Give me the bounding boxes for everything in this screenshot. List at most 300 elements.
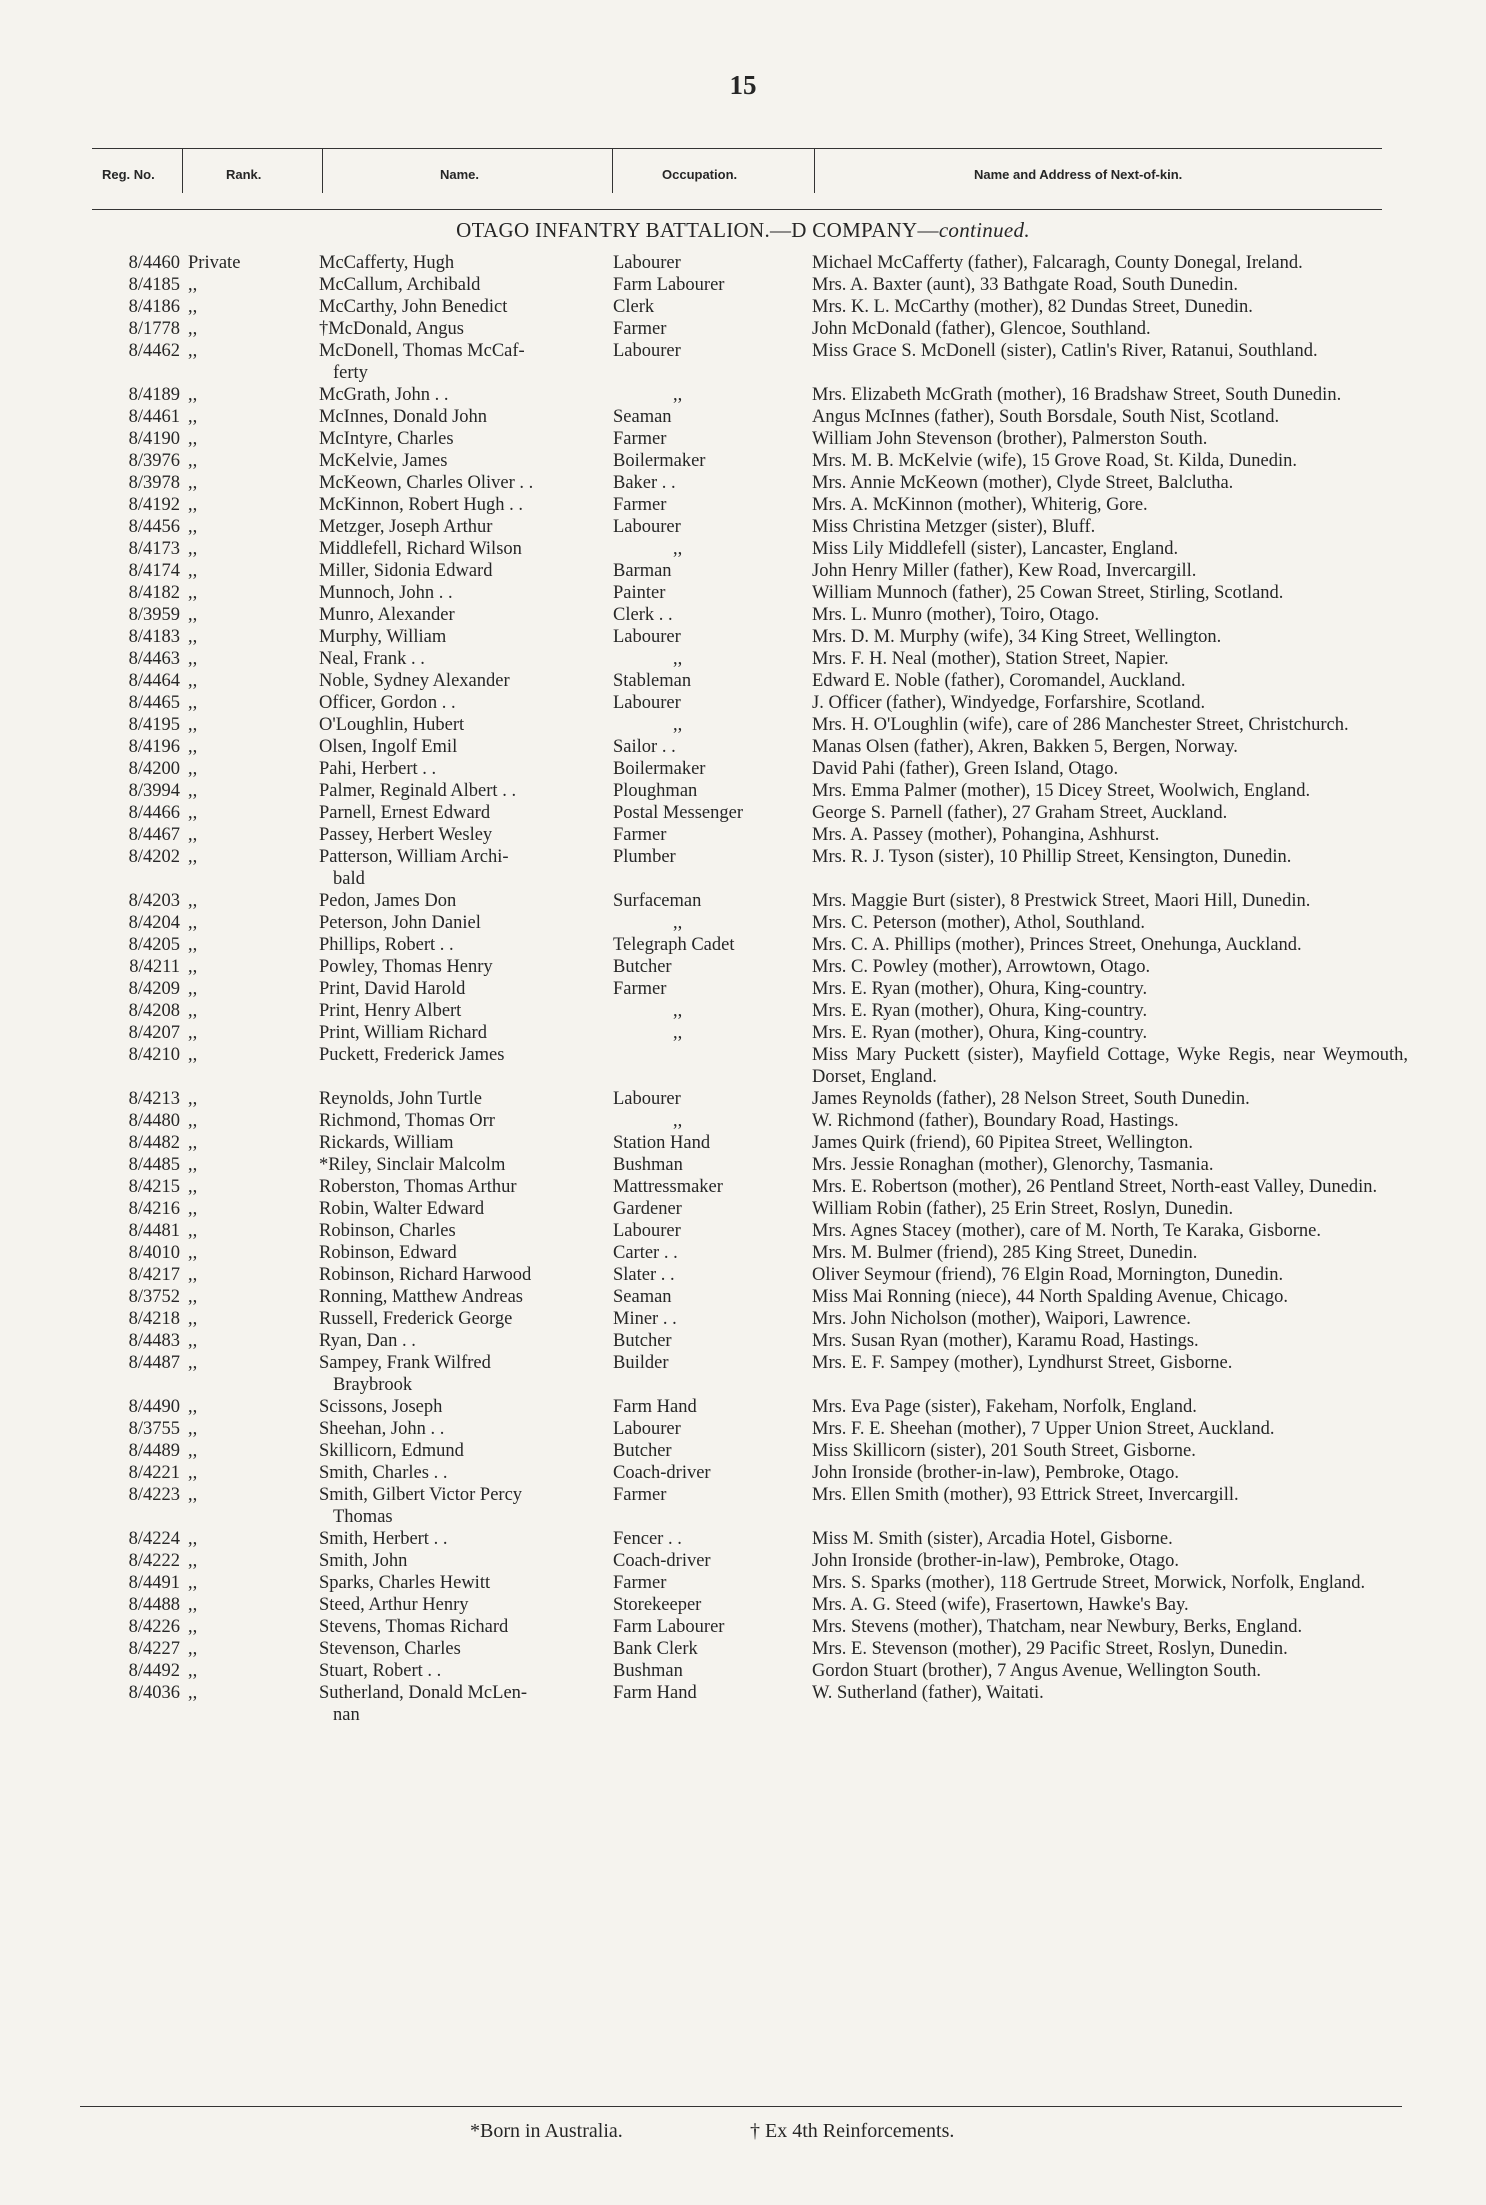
occupation-cell: Labourer [613, 341, 681, 361]
name-cell: Smith, John [319, 1551, 408, 1571]
rank-cell: ,, [188, 429, 198, 449]
table-row [0, 758, 1486, 780]
occupation-cell: Farmer [613, 979, 667, 999]
rank-cell: ,, [188, 803, 198, 823]
reg-no-cell: 8/1778 [128, 319, 180, 339]
occupation-cell: Labourer [613, 693, 681, 713]
table-row [0, 560, 1486, 582]
name-cell: McCafferty, Hugh [319, 253, 455, 273]
table-row [0, 934, 1486, 956]
rank-cell: ,, [188, 1133, 198, 1153]
reg-no-cell: 8/4195 [128, 715, 180, 735]
reg-no-cell: 8/4466 [128, 803, 180, 823]
table-row [0, 1220, 1486, 1242]
table-row [0, 736, 1486, 758]
name-cell: Noble, Sydney Alexander [319, 671, 510, 691]
next-of-kin-cell: John Ironside (brother-in-law), Pembroke, Otago. [812, 1551, 1179, 1571]
next-of-kin-cell: John McDonald (father), Glencoe, Southland. [812, 319, 1151, 339]
reg-no-cell: 8/4227 [128, 1639, 180, 1659]
reg-no-cell: 8/4036 [128, 1683, 180, 1703]
header-name: Name. [440, 167, 480, 182]
name-cell: Phillips, Robert . . [319, 935, 454, 955]
name-cell: †McDonald, Angus [319, 319, 464, 339]
table-row [0, 1264, 1486, 1286]
reg-no-cell: 8/4461 [128, 407, 180, 427]
table-header [92, 148, 1382, 210]
name-cell: Munnoch, John . . [319, 583, 453, 603]
reg-no-cell: 8/4186 [128, 297, 180, 317]
rank-cell: ,, [188, 1661, 198, 1681]
reg-no-cell: 8/4010 [128, 1243, 180, 1263]
rank-cell: ,, [188, 451, 198, 471]
table-row [0, 516, 1486, 538]
rank-cell: ,, [188, 1617, 198, 1637]
name-cell: Print, David Harold [319, 979, 466, 999]
reg-no-cell: 8/4481 [128, 1221, 180, 1241]
next-of-kin-cell: Mrs. M. B. McKelvie (wife), 15 Grove Road, St. Kilda, Dunedin. [812, 451, 1298, 471]
rank-cell: ,, [188, 1397, 198, 1417]
occupation-cell: Stableman [613, 671, 692, 691]
occupation-cell: ,, [673, 539, 683, 559]
occupation-cell: ,, [673, 715, 683, 735]
reg-no-cell: 8/3959 [128, 605, 180, 625]
rank-cell: ,, [188, 297, 198, 317]
next-of-kin-cell: James Quirk (friend), 60 Pipitea Street, Wellington. [812, 1133, 1193, 1153]
table-row [0, 824, 1486, 846]
name-cell: Robinson, Richard Harwood [319, 1265, 532, 1285]
name-cell: Sheehan, John . . [319, 1419, 445, 1439]
next-of-kin-cell: Mrs. Jessie Ronaghan (mother), Glenorchy, Tasmania. [812, 1155, 1214, 1175]
name-cell: Russell, Frederick George [319, 1309, 513, 1329]
table-row [0, 648, 1486, 670]
table-row [0, 582, 1486, 604]
footnote-ex-4th: † Ex 4th Reinforcements. [750, 2120, 955, 2142]
next-of-kin-cell: Miss Grace S. McDonell (sister), Catlin's River, Ratanui, Southland. [812, 341, 1318, 361]
next-of-kin-cell: Mrs. A. Baxter (aunt), 33 Bathgate Road, South Dunedin. [812, 275, 1238, 295]
rank-cell: ,, [188, 1287, 198, 1307]
table-row [0, 384, 1486, 406]
next-of-kin-cell: John Henry Miller (father), Kew Road, Invercargill. [812, 561, 1197, 581]
name-cell: McKelvie, James [319, 451, 448, 471]
rank-cell: Private [188, 253, 241, 273]
name-cell: McIntyre, Charles [319, 429, 454, 449]
next-of-kin-cell: Mrs. M. Bulmer (friend), 285 King Street, Dunedin. [812, 1243, 1198, 1263]
next-of-kin-cell: Mrs. E. F. Sampey (mother), Lyndhurst Street, Gisborne. [812, 1353, 1233, 1373]
table-row [0, 1176, 1486, 1198]
name-cell: O'Loughlin, Hubert [319, 715, 465, 735]
occupation-cell: Farm Labourer [613, 275, 725, 295]
rank-cell: ,, [188, 1683, 198, 1703]
occupation-cell: Farmer [613, 429, 667, 449]
name-cell-continuation: Thomas [333, 1507, 393, 1527]
name-cell: McGrath, John . . [319, 385, 449, 405]
occupation-cell: Clerk . . [613, 605, 673, 625]
reg-no-cell: 8/4203 [128, 891, 180, 911]
rank-cell: ,, [188, 825, 198, 845]
occupation-cell: Postal Messenger [613, 803, 743, 823]
name-cell: Reynolds, John Turtle [319, 1089, 482, 1109]
reg-no-cell: 8/4204 [128, 913, 180, 933]
rank-cell: ,, [188, 715, 198, 735]
table-row [0, 472, 1486, 494]
next-of-kin-cell: Miss Mai Ronning (niece), 44 North Spalding Avenue, Chicago. [812, 1287, 1288, 1307]
name-cell-continuation: ferty [333, 363, 368, 383]
occupation-cell: Bushman [613, 1661, 683, 1681]
occupation-cell: Barman [613, 561, 672, 581]
occupation-cell: Baker . . [613, 473, 676, 493]
next-of-kin-cell: J. Officer (father), Windyedge, Forfarshire, Scotland. [812, 693, 1206, 713]
reg-no-cell: 8/4482 [128, 1133, 180, 1153]
reg-no-cell: 8/4182 [128, 583, 180, 603]
next-of-kin-cell: Miss Christina Metzger (sister), Bluff. [812, 517, 1096, 537]
occupation-cell: Sailor . . [613, 737, 676, 757]
occupation-cell: Surfaceman [613, 891, 702, 911]
reg-no-cell: 8/4490 [128, 1397, 180, 1417]
next-of-kin-cell: Mrs. C. A. Phillips (mother), Princes Street, Onehunga, Auckland. [812, 935, 1302, 955]
table-row [0, 1396, 1486, 1418]
occupation-cell: Labourer [613, 1419, 681, 1439]
rank-cell: ,, [188, 1419, 198, 1439]
table-row [0, 956, 1486, 978]
next-of-kin-cell: Mrs. Agnes Stacey (mother), care of M. North, Te Karaka, Gisborne. [812, 1221, 1322, 1241]
rank-cell: ,, [188, 935, 198, 955]
occupation-cell: Butcher [613, 957, 672, 977]
occupation-cell: Mattressmaker [613, 1177, 723, 1197]
name-cell: McCarthy, John Benedict [319, 297, 508, 317]
rank-cell: ,, [188, 1639, 198, 1659]
table-row [0, 1044, 1486, 1088]
next-of-kin-cell: Mrs. K. L. McCarthy (mother), 82 Dundas Street, Dunedin. [812, 297, 1253, 317]
name-cell: Passey, Herbert Wesley [319, 825, 493, 845]
table-row [0, 1000, 1486, 1022]
reg-no-cell: 8/4215 [128, 1177, 180, 1197]
next-of-kin-cell: Miss M. Smith (sister), Arcadia Hotel, Gisborne. [812, 1529, 1173, 1549]
reg-no-cell: 8/4224 [128, 1529, 180, 1549]
table-row [0, 274, 1486, 296]
table-row [0, 626, 1486, 648]
occupation-cell: Boilermaker [613, 759, 706, 779]
name-cell: Palmer, Reginald Albert . . [319, 781, 517, 801]
next-of-kin-cell: Mrs. Annie McKeown (mother), Clyde Street, Balclutha. [812, 473, 1234, 493]
name-cell: Smith, Gilbert Victor Percy [319, 1485, 523, 1505]
occupation-cell: Telegraph Cadet [613, 935, 735, 955]
name-cell: Skillicorn, Edmund [319, 1441, 464, 1461]
name-cell: Powley, Thomas Henry [319, 957, 493, 977]
occupation-cell: Farm Hand [613, 1683, 697, 1703]
rank-cell: ,, [188, 1573, 198, 1593]
occupation-cell: ,, [673, 649, 683, 669]
reg-no-cell: 8/4216 [128, 1199, 180, 1219]
next-of-kin-cell: Mrs. A. G. Steed (wife), Frasertown, Hawke's Bay. [812, 1595, 1189, 1615]
occupation-cell: Farmer [613, 825, 667, 845]
reg-no-cell: 8/4208 [128, 1001, 180, 1021]
occupation-cell: ,, [673, 1001, 683, 1021]
next-of-kin-cell: Mrs. Emma Palmer (mother), 15 Dicey Street, Woolwich, England. [812, 781, 1311, 801]
section-title-continued: continued. [938, 218, 1030, 242]
occupation-cell: ,, [673, 385, 683, 405]
next-of-kin-cell: Mrs. C. Peterson (mother), Athol, Southland. [812, 913, 1145, 933]
name-cell: Sampey, Frank Wilfred [319, 1353, 491, 1373]
footnote-born-australia: *Born in Australia. [470, 2120, 623, 2142]
name-cell: Ryan, Dan . . [319, 1331, 416, 1351]
rank-cell: ,, [188, 781, 198, 801]
table-row [0, 1484, 1486, 1528]
occupation-cell: Storekeeper [613, 1595, 702, 1615]
rank-cell: ,, [188, 1441, 198, 1461]
occupation-cell: Labourer [613, 253, 681, 273]
table-row [0, 252, 1486, 274]
reg-no-cell: 8/3994 [128, 781, 180, 801]
table-row [0, 1528, 1486, 1550]
next-of-kin-cell: Miss Mary Puckett (sister), Mayfield Cottage, Wyke Regis, near Weymouth, Dorset, England. [812, 1045, 1408, 1087]
occupation-cell: Farm Hand [613, 1397, 697, 1417]
rank-cell: ,, [188, 495, 198, 515]
header-occupation: Occupation. [662, 167, 738, 182]
reg-no-cell: 8/4222 [128, 1551, 180, 1571]
table-row [0, 1418, 1486, 1440]
table-row [0, 1088, 1486, 1110]
next-of-kin-cell: William Robin (father), 25 Erin Street, Roslyn, Dunedin. [812, 1199, 1234, 1219]
table-row [0, 1132, 1486, 1154]
rank-cell: ,, [188, 891, 198, 911]
next-of-kin-cell: Mrs. E. Ryan (mother), Ohura, King-country. [812, 1001, 1148, 1021]
next-of-kin-cell: Mrs. H. O'Loughlin (wife), care of 286 Manchester Street, Christchurch. [812, 715, 1349, 735]
table-row [0, 1660, 1486, 1682]
occupation-cell: Coach-driver [613, 1551, 711, 1571]
table-row [0, 1110, 1486, 1132]
reg-no-cell: 8/4467 [128, 825, 180, 845]
next-of-kin-cell: Edward E. Noble (father), Coromandel, Auckland. [812, 671, 1186, 691]
next-of-kin-cell: Mrs. E. Robertson (mother), 26 Pentland Street, North-east Valley, Dunedin. [812, 1177, 1378, 1197]
occupation-cell: Farm Labourer [613, 1617, 725, 1637]
rank-cell: ,, [188, 847, 198, 867]
reg-no-cell: 8/4190 [128, 429, 180, 449]
occupation-cell: Farmer [613, 1573, 667, 1593]
page-number: 15 [729, 70, 757, 100]
reg-no-cell: 8/4202 [128, 847, 180, 867]
table-row [0, 714, 1486, 736]
next-of-kin-cell: Mrs. S. Sparks (mother), 118 Gertrude Street, Morwick, Norfolk, England. [812, 1573, 1366, 1593]
table-row [0, 670, 1486, 692]
name-cell: Scissons, Joseph [319, 1397, 443, 1417]
next-of-kin-cell: George S. Parnell (father), 27 Graham Street, Auckland. [812, 803, 1228, 823]
table-row [0, 340, 1486, 384]
name-cell: Middlefell, Richard Wilson [319, 539, 522, 559]
rank-cell: ,, [188, 1001, 198, 1021]
table-row [0, 1616, 1486, 1638]
table-row [0, 1352, 1486, 1396]
table-row [0, 1572, 1486, 1594]
occupation-cell: Builder [613, 1353, 669, 1373]
table-row [0, 428, 1486, 450]
occupation-cell: Labourer [613, 1089, 681, 1109]
occupation-cell: Labourer [613, 627, 681, 647]
reg-no-cell: 8/4226 [128, 1617, 180, 1637]
rank-cell: ,, [188, 627, 198, 647]
name-cell: Miller, Sidonia Edward [319, 561, 493, 581]
rank-cell: ,, [188, 693, 198, 713]
occupation-cell: Boilermaker [613, 451, 706, 471]
occupation-cell: Labourer [613, 1221, 681, 1241]
rank-cell: ,, [188, 671, 198, 691]
rank-cell: ,, [188, 561, 198, 581]
table-row [0, 780, 1486, 802]
name-cell: Richmond, Thomas Orr [319, 1111, 495, 1131]
name-cell: Parnell, Ernest Edward [319, 803, 491, 823]
table-row [0, 890, 1486, 912]
reg-no-cell: 8/4189 [128, 385, 180, 405]
name-cell: Robinson, Charles [319, 1221, 456, 1241]
reg-no-cell: 8/4211 [129, 957, 180, 977]
rank-cell: ,, [188, 517, 198, 537]
rank-cell: ,, [188, 1529, 198, 1549]
rank-cell: ,, [188, 979, 198, 999]
next-of-kin-cell: Mrs. A. Passey (mother), Pohangina, Ashhurst. [812, 825, 1160, 845]
occupation-cell: Gardener [613, 1199, 682, 1219]
occupation-cell: ,, [673, 1023, 683, 1043]
rank-cell: ,, [188, 1353, 198, 1373]
occupation-cell: Plumber [613, 847, 676, 867]
next-of-kin-cell: Oliver Seymour (friend), 76 Elgin Road, Mornington, Dunedin. [812, 1265, 1284, 1285]
table-row [0, 406, 1486, 428]
rank-cell: ,, [188, 473, 198, 493]
rank-cell: ,, [188, 539, 198, 559]
table-row [0, 846, 1486, 890]
name-cell: McKeown, Charles Oliver . . [319, 473, 534, 493]
next-of-kin-cell: Miss Skillicorn (sister), 201 South Street, Gisborne. [812, 1441, 1196, 1461]
table-row [0, 802, 1486, 824]
rank-cell: ,, [188, 957, 198, 977]
reg-no-cell: 8/4174 [128, 561, 180, 581]
table-row [0, 1308, 1486, 1330]
name-cell: Neal, Frank . . [319, 649, 425, 669]
occupation-cell: Bank Clerk [613, 1639, 698, 1659]
occupation-cell: Fencer . . [613, 1529, 682, 1549]
next-of-kin-cell: Mrs. John Nicholson (mother), Waipori, Lawrence. [812, 1309, 1191, 1329]
next-of-kin-cell: Mrs. R. J. Tyson (sister), 10 Phillip Street, Kensington, Dunedin. [812, 847, 1292, 867]
rank-cell: ,, [188, 583, 198, 603]
next-of-kin-cell: Miss Lily Middlefell (sister), Lancaster, England. [812, 539, 1179, 559]
name-cell: Print, William Richard [319, 1023, 487, 1043]
occupation-cell: Farmer [613, 495, 667, 515]
name-cell: McCallum, Archibald [319, 275, 481, 295]
rank-cell: ,, [188, 1463, 198, 1483]
name-cell: Sutherland, Donald McLen- [319, 1683, 528, 1703]
table-row [0, 1462, 1486, 1484]
table-row [0, 318, 1486, 340]
occupation-cell: Labourer [613, 517, 681, 537]
rank-cell: ,, [188, 1309, 198, 1329]
next-of-kin-cell: W. Sutherland (father), Waitati. [812, 1683, 1044, 1703]
next-of-kin-cell: Mrs. F. E. Sheehan (mother), 7 Upper Union Street, Auckland. [812, 1419, 1275, 1439]
table-row [0, 494, 1486, 516]
reg-no-cell: 8/4210 [128, 1045, 180, 1065]
rank-cell: ,, [188, 1243, 198, 1263]
reg-no-cell: 8/4487 [128, 1353, 180, 1373]
reg-no-cell: 8/4489 [128, 1441, 180, 1461]
reg-no-cell: 8/4488 [128, 1595, 180, 1615]
occupation-cell: Seaman [613, 407, 672, 427]
rank-cell: ,, [188, 1331, 198, 1351]
table-row [0, 604, 1486, 626]
table-row [0, 1682, 1486, 1726]
reg-no-cell: 8/3752 [128, 1287, 180, 1307]
next-of-kin-cell: Mrs. E. Stevenson (mother), 29 Pacific Street, Roslyn, Dunedin. [812, 1639, 1288, 1659]
next-of-kin-cell: William Munnoch (father), 25 Cowan Street, Stirling, Scotland. [812, 583, 1284, 603]
rank-cell: ,, [188, 341, 198, 361]
name-cell: Rickards, William [319, 1133, 454, 1153]
rank-cell: ,, [188, 605, 198, 625]
reg-no-cell: 8/4462 [128, 341, 180, 361]
reg-no-cell: 8/4492 [128, 1661, 180, 1681]
next-of-kin-cell: Mrs. Ellen Smith (mother), 93 Ettrick Street, Invercargill. [812, 1485, 1239, 1505]
header-next-of-kin: Name and Address of Next-of-kin. [974, 167, 1183, 182]
reg-no-cell: 8/4463 [128, 649, 180, 669]
next-of-kin-cell: John Ironside (brother-in-law), Pembroke, Otago. [812, 1463, 1179, 1483]
name-cell: McInnes, Donald John [319, 407, 488, 427]
table-row [0, 1330, 1486, 1352]
occupation-cell: Miner . . [613, 1309, 677, 1329]
name-cell: Steed, Arthur Henry [319, 1595, 469, 1615]
name-cell: Smith, Charles . . [319, 1463, 448, 1483]
name-cell: Ronning, Matthew Andreas [319, 1287, 523, 1307]
table-row [0, 1286, 1486, 1308]
name-cell: Stevenson, Charles [319, 1639, 461, 1659]
rank-cell: ,, [188, 275, 198, 295]
reg-no-cell: 8/4173 [128, 539, 180, 559]
table-row [0, 538, 1486, 560]
table-row [0, 692, 1486, 714]
name-cell: Pahi, Herbert . . [319, 759, 437, 779]
reg-no-cell: 8/4218 [128, 1309, 180, 1329]
name-cell: McKinnon, Robert Hugh . . [319, 495, 523, 515]
rank-cell: ,, [188, 1045, 198, 1065]
reg-no-cell: 8/4192 [128, 495, 180, 515]
next-of-kin-cell: James Reynolds (father), 28 Nelson Street, South Dunedin. [812, 1089, 1250, 1109]
reg-no-cell: 8/4460 [128, 253, 180, 273]
rank-cell: ,, [188, 1155, 198, 1175]
rank-cell: ,, [188, 913, 198, 933]
table-row [0, 1198, 1486, 1220]
name-cell-continuation: nan [333, 1705, 360, 1725]
next-of-kin-cell: Mrs. E. Ryan (mother), Ohura, King-country. [812, 1023, 1148, 1043]
name-cell: Roberston, Thomas Arthur [319, 1177, 517, 1197]
rank-cell: ,, [188, 1199, 198, 1219]
name-cell: Sparks, Charles Hewitt [319, 1573, 491, 1593]
occupation-cell: Farmer [613, 319, 667, 339]
occupation-cell: Painter [613, 583, 666, 603]
table-row [0, 1638, 1486, 1660]
reg-no-cell: 8/3976 [128, 451, 180, 471]
rank-cell: ,, [188, 1221, 198, 1241]
occupation-cell: ,, [673, 913, 683, 933]
rank-cell: ,, [188, 1551, 198, 1571]
table-row [0, 1022, 1486, 1044]
rank-cell: ,, [188, 1111, 198, 1131]
next-of-kin-cell: W. Richmond (father), Boundary Road, Hastings. [812, 1111, 1179, 1131]
next-of-kin-cell: Mrs. Susan Ryan (mother), Karamu Road, Hastings. [812, 1331, 1199, 1351]
reg-no-cell: 8/4209 [128, 979, 180, 999]
reg-no-cell: 8/4205 [128, 935, 180, 955]
rank-cell: ,, [188, 319, 198, 339]
reg-no-cell: 8/4480 [128, 1111, 180, 1131]
name-cell: Smith, Herbert . . [319, 1529, 448, 1549]
next-of-kin-cell: Mrs. Maggie Burt (sister), 8 Prestwick Street, Maori Hill, Dunedin. [812, 891, 1311, 911]
next-of-kin-cell: Mrs. D. M. Murphy (wife), 34 King Street, Wellington. [812, 627, 1222, 647]
name-cell: McDonell, Thomas McCaf- [319, 341, 525, 361]
reg-no-cell: 8/4213 [128, 1089, 180, 1109]
table-row [0, 1550, 1486, 1572]
